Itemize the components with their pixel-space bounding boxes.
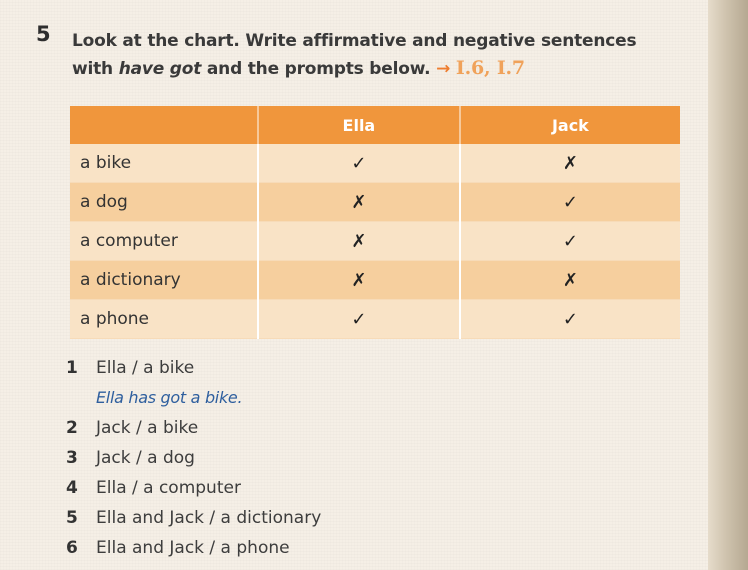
- prompt-text: Jack / a dog: [96, 448, 195, 468]
- jack-mark: ✗: [460, 261, 680, 300]
- prompt-number: 4: [66, 478, 78, 498]
- jack-mark: ✗: [460, 144, 680, 183]
- chart-header-ella: Ella: [258, 106, 460, 144]
- chart-item: a computer: [70, 222, 258, 261]
- prompt-item: [66, 353, 321, 383]
- chart-row: [70, 144, 680, 183]
- prompt-item: [66, 533, 321, 563]
- chart-header-row: [70, 106, 680, 144]
- prompt-item: [66, 443, 321, 473]
- prompt-text: Ella and Jack / a phone: [96, 538, 290, 558]
- prompt-text: Ella / a bike: [96, 358, 195, 378]
- exercise-number: 5: [36, 22, 51, 46]
- prompt-number: 1: [66, 358, 78, 378]
- prompt-item: [66, 473, 321, 503]
- prompt-item: [66, 503, 321, 533]
- grammar-reference: I.6, I.7: [455, 57, 525, 79]
- ella-mark: ✓: [258, 144, 460, 183]
- instruction-emphasis: have got: [118, 59, 202, 79]
- jack-mark: ✓: [460, 222, 680, 261]
- chart-header-blank: [70, 106, 258, 144]
- ella-mark: ✓: [258, 300, 460, 339]
- ella-mark: ✗: [258, 183, 460, 222]
- jack-mark: ✓: [460, 300, 680, 339]
- instruction-text: Look at the chart. Write affirmative and negative sentences with: [72, 31, 637, 79]
- chart-row: [70, 222, 680, 261]
- prompt-number: 5: [66, 508, 78, 528]
- example-answer: Ella has got a bike.: [96, 388, 243, 407]
- chart-row: [70, 261, 680, 300]
- exercise-instructions: [72, 28, 672, 83]
- ella-mark: ✗: [258, 261, 460, 300]
- prompt-number: 2: [66, 418, 78, 438]
- ella-mark: ✗: [258, 222, 460, 261]
- prompt-text: Ella / a computer: [96, 478, 241, 498]
- have-got-chart: [70, 106, 680, 339]
- chart-item: a bike: [70, 144, 258, 183]
- chart-item: a dog: [70, 183, 258, 222]
- instruction-text-2: and the prompts below.: [201, 59, 437, 79]
- arrow-icon: →: [436, 59, 451, 79]
- prompt-list: [66, 353, 321, 563]
- prompt-text: Jack / a bike: [96, 418, 199, 438]
- prompt-number: 6: [66, 538, 78, 558]
- example-answer-line: [66, 383, 321, 413]
- chart-item: a phone: [70, 300, 258, 339]
- chart-item: a dictionary: [70, 261, 258, 300]
- chart-row: [70, 183, 680, 222]
- book-gutter: [708, 0, 748, 570]
- chart-row: [70, 300, 680, 339]
- prompt-number: 3: [66, 448, 78, 468]
- chart-header-jack: Jack: [460, 106, 680, 144]
- jack-mark: ✓: [460, 183, 680, 222]
- prompt-text: Ella and Jack / a dictionary: [96, 508, 322, 528]
- prompt-item: [66, 413, 321, 443]
